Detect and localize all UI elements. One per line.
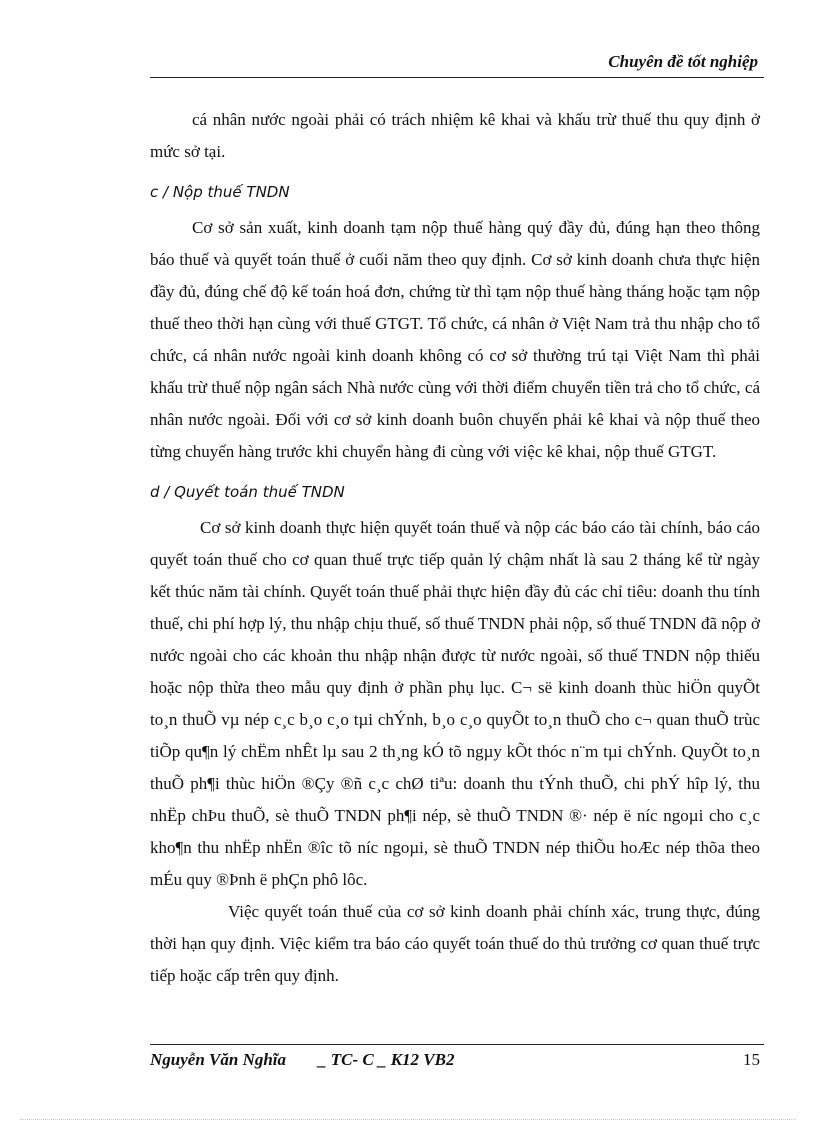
footer-divider	[150, 1044, 764, 1045]
footer-class: _ TC- C _ K12 VB2	[318, 1050, 455, 1069]
paragraph-continuation: cá nhân nước ngoài phải có trách nhiệm kê khai và khấu trừ thuế thu quy định ở mức sở tại.	[150, 110, 760, 161]
section-heading-d: d / Quyết toán thuế TNDN	[150, 483, 345, 501]
page-edge-dots	[20, 1119, 796, 1120]
footer-author: Nguyễn Văn Nghĩa	[150, 1050, 287, 1069]
paragraph-kiem-tra: Việc quyết toán thuế của cơ sở kinh doanh phải chính xác, trung thực, đúng thời hạn quy định. Việc kiểm tra báo cáo quyết toán thuế do thủ trưởng cơ quan thuế trực tiếp hoặc cấp trên quy định.	[150, 902, 760, 985]
paragraph-nop-thue: Cơ sở sản xuất, kinh doanh tạm nộp thuế hàng quý đầy đủ, đúng hạn theo thông báo thuế và quyết toán thuế ở cuối năm theo quy định. Cơ sở kinh doanh chưa thực hiện đầy đủ, đúng chế độ kế toán hoá đơn, chứng từ thì tạm nộp thuế hàng tháng hoặc tạm nộp thuế theo thời hạn cùng với thuế GTGT. Tổ chức, cá nhân ở Việt Nam trả thu nhập cho tổ chức, cá nhân nước ngoài kinh doanh không có cơ sở thường trú tại Việt Nam thì phải khấu trừ thuế nộp ngân sách Nhà nước cùng với thời điểm chuyển tiền trả cho tổ chức, cá nhân nước ngoài. Đối với cơ sở kinh doanh buôn chuyến phải kê khai và nộp thuế theo từng chuyến hàng trước khi chuyển hàng đi cùng với việc kê khai, nộp thuế GTGT.	[150, 218, 760, 461]
paragraph-quyet-toan: Cơ sở kinh doanh thực hiện quyết toán thuế và nộp các báo cáo tài chính, báo cáo quyết toán thuế cho cơ quan thuế trực tiếp quản lý chậm nhất là sau 2 tháng kể từ ngày kết thúc năm tài chính. Quyết toán thuế phải thực hiện đầy đủ các chỉ tiêu: doanh thu tính thuế, chi phí hợp lý, thu nhập chịu thuế, số thuế TNDN phải nộp, số thuế TNDN đã nộp ở nước ngoài cho các khoản thu nhập nhận được từ nước ngoài, số thuế TNDN nộp thiếu hoặc nộp thừa theo mẫu quy định ở phần phụ lục. C¬ së kinh doanh thùc hiÖn quyÕt to¸n thuÕ vµ nép c¸c b¸o c¸o tµi chÝnh, b¸o c¸o quyÕt to¸n thuÕ cho c¬ quan thuÕ trùc tiÕp qu¶n lý chËm nhÊt lµ sau 2 th¸ng kÓ tõ ngµy kÕt thóc n¨m tµi chÝnh. QuyÕt to¸n thuÕ ph¶i thùc hiÖn ®Çy ®ñ c¸c chØ tiªu: doanh thu tÝnh thuÕ, chi phÝ hîp lý, thu nhËp chÞu thuÕ, sè thuÕ TNDN ph¶i nép, sè thuÕ TNDN ®· nép ë níc ngoµi cho c¸c kho¶n thu nhËp nhËn ®îc tõ níc ngoµi, sè thuÕ TNDN nép thiÕu hoÆc nép thõa theo mÉu quy ®Þnh ë phÇn phô lôc.	[150, 518, 760, 889]
page-header-title: Chuyên đề tốt nghiệp	[608, 52, 758, 71]
page-number: 15	[743, 1050, 760, 1069]
section-heading-c: c / Nộp thuế TNDN	[150, 183, 290, 201]
page-body	[150, 104, 760, 992]
header-divider	[150, 77, 764, 78]
